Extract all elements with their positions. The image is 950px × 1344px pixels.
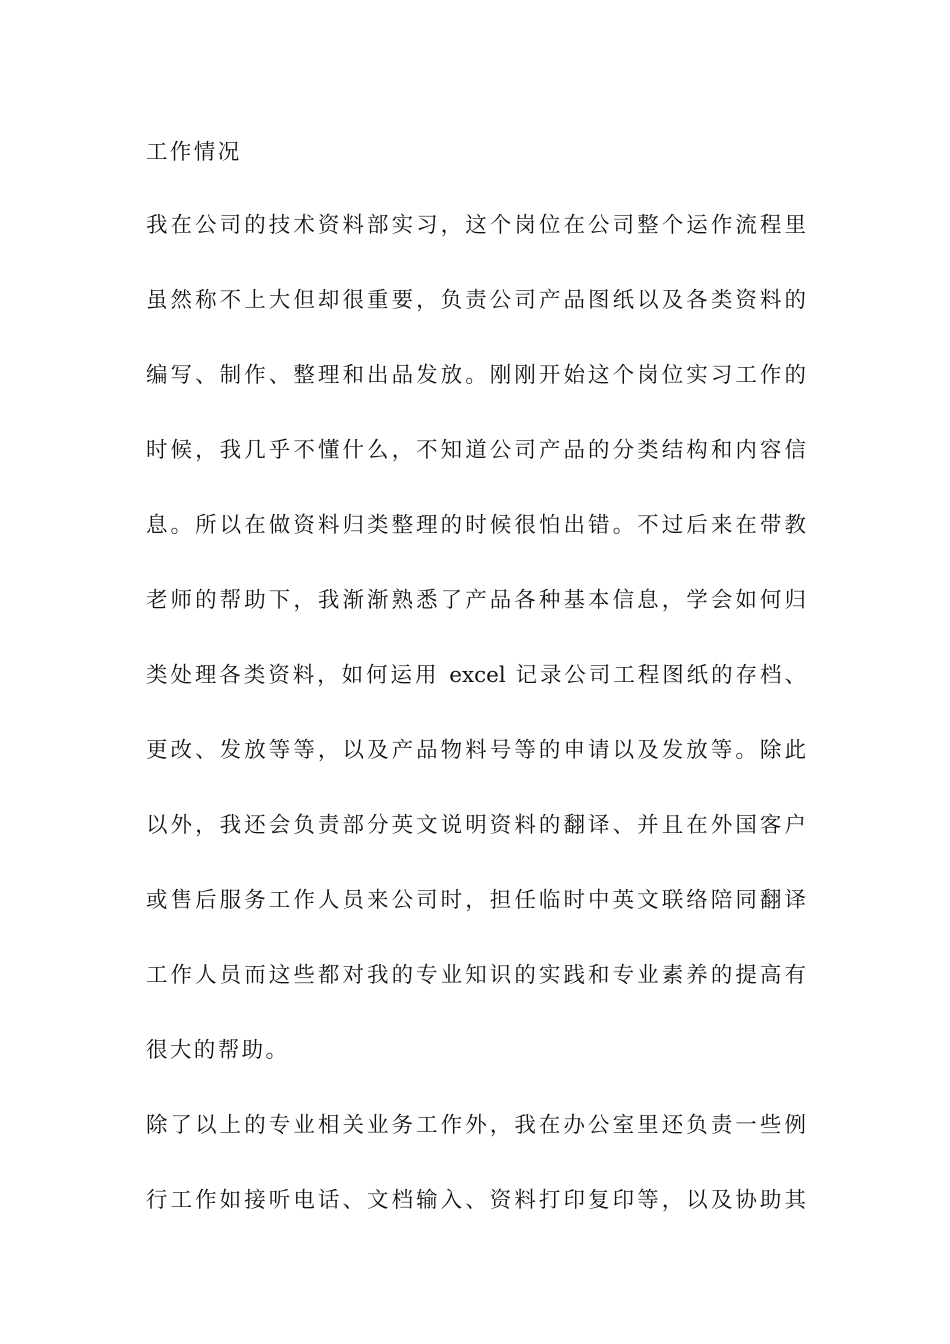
paragraph-line: 虽然称不上大但却很重要，负责公司产品图纸以及各类资料的 bbox=[146, 288, 806, 313]
paragraph-line: 行工作如接听电话、文档输入、资料打印复印等，以及协助其 bbox=[146, 1188, 806, 1213]
section-heading: 工作情况 bbox=[146, 140, 242, 165]
paragraph-line: 或售后服务工作人员来公司时，担任临时中英文联络陪同翻译 bbox=[146, 888, 806, 913]
paragraph-line: 我在公司的技术资料部实习，这个岗位在公司整个运作流程里 bbox=[146, 213, 806, 238]
paragraph-line: 类处理各类资料，如何运用 excel 记录公司工程图纸的存档、 bbox=[146, 663, 806, 688]
paragraph-line: 除了以上的专业相关业务工作外，我在办公室里还负责一些例 bbox=[146, 1113, 806, 1138]
paragraph-line: 以外，我还会负责部分英文说明资料的翻译、并且在外国客户 bbox=[146, 813, 806, 838]
paragraph-line: 编写、制作、整理和出品发放。刚刚开始这个岗位实习工作的 bbox=[146, 363, 806, 388]
paragraph-line: 息。所以在做资料归类整理的时候很怕出错。不过后来在带教 bbox=[146, 513, 806, 538]
paragraph-line: 更改、发放等等，以及产品物料号等的申请以及发放等。除此 bbox=[146, 738, 806, 763]
paragraph-line: 时候，我几乎不懂什么，不知道公司产品的分类结构和内容信 bbox=[146, 438, 806, 463]
paragraph-line: 很大的帮助。 bbox=[146, 1038, 290, 1063]
paragraph-line: 老师的帮助下，我渐渐熟悉了产品各种基本信息，学会如何归 bbox=[146, 588, 806, 613]
paragraph-line: 工作人员而这些都对我的专业知识的实践和专业素养的提高有 bbox=[146, 963, 806, 988]
